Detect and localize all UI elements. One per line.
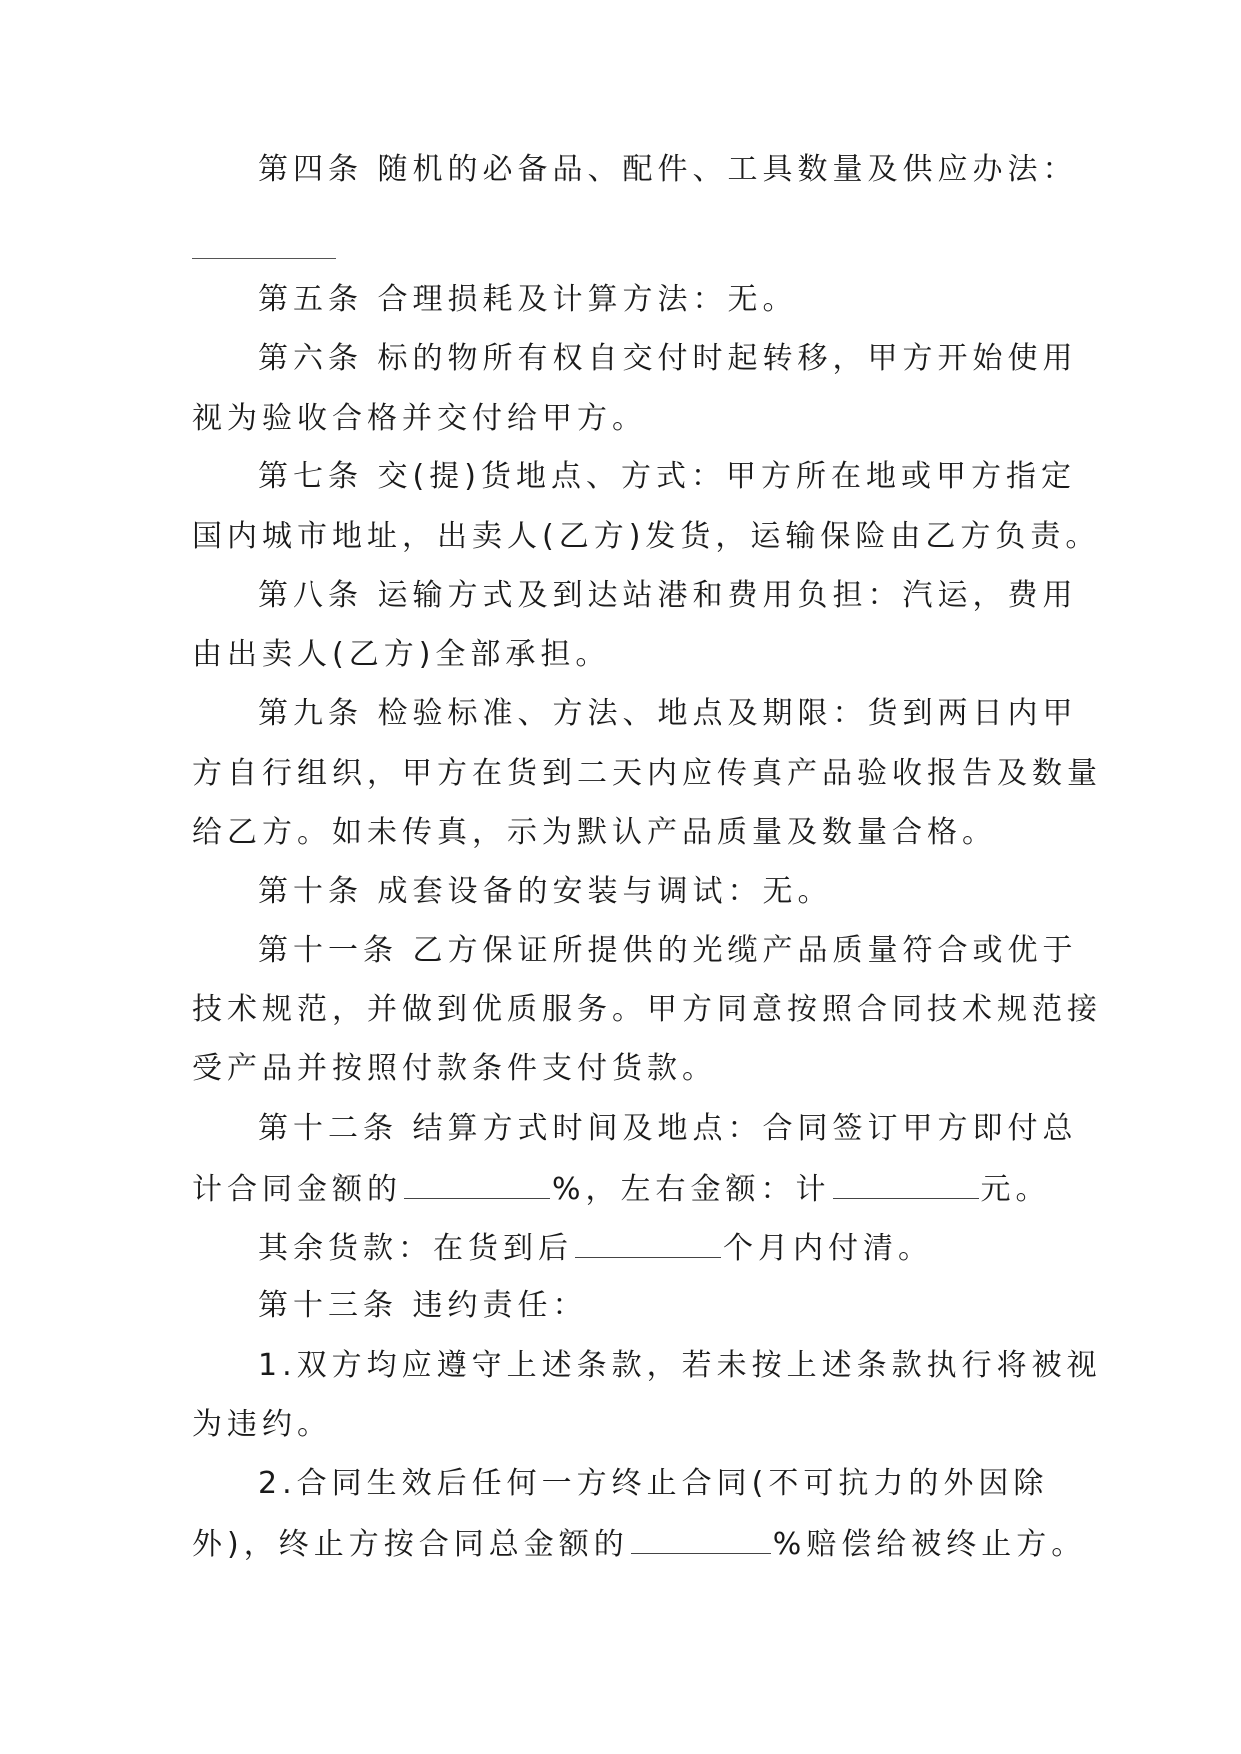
months-blank xyxy=(575,1227,721,1258)
article-12-text-a: 计合同金额的 xyxy=(192,1172,402,1207)
item-1-line-1: 1.双方均应遵守上述条款，若未按上述条款执行将被视 xyxy=(258,1348,1102,1383)
article-11-line-3: 受产品并按照付款条件支付货款。 xyxy=(192,1051,717,1086)
percent-blank xyxy=(404,1168,550,1199)
item-1-line-2: 为违约。 xyxy=(192,1407,332,1442)
article-8-line-1: 第八条 运输方式及到达站港和费用负担：汽运，费用 xyxy=(258,578,1078,613)
item-2-text-a: 外)，终止方按合同总金额的 xyxy=(192,1527,629,1562)
article-4: 第四条 随机的必备品、配件、工具数量及供应办法： xyxy=(258,152,1078,187)
article-9-line-3: 给乙方。如未传真，示为默认产品质量及数量合格。 xyxy=(192,815,997,850)
amount-blank xyxy=(833,1168,979,1199)
article-12-text-c: 元。 xyxy=(980,1172,1051,1207)
item-2-text-b: %赔偿给被终止方。 xyxy=(772,1527,1087,1562)
article-8-line-2: 由出卖人(乙方)全部承担。 xyxy=(192,637,611,672)
penalty-percent-blank xyxy=(631,1523,771,1554)
article-13: 第十三条 违约责任： xyxy=(258,1288,588,1323)
blank-rule xyxy=(192,258,336,259)
article-12-line-1: 第十二条 结算方式时间及地点：合同签订甲方即付总 xyxy=(258,1111,1078,1146)
article-6-line-1: 第六条 标的物所有权自交付时起转移，甲方开始使用 xyxy=(258,341,1078,376)
article-12-text-d: 其余货款：在货到后 xyxy=(258,1231,573,1266)
article-11-line-2: 技术规范，并做到优质服务。甲方同意按照合同技术规范接 xyxy=(192,992,1102,1027)
article-7-line-1: 第七条 交(提)货地点、方式：甲方所在地或甲方指定 xyxy=(258,459,1076,494)
article-9-line-2: 方自行组织，甲方在货到二天内应传真产品验收报告及数量 xyxy=(192,756,1102,791)
article-12-line-2 xyxy=(192,1168,1152,1208)
article-9-line-1: 第九条 检验标准、方法、地点及期限：货到两日内甲 xyxy=(258,696,1078,731)
article-6-line-2: 视为验收合格并交付给甲方。 xyxy=(192,401,647,436)
item-2-line-1: 2.合同生效后任何一方终止合同(不可抗力的外因除 xyxy=(258,1466,1049,1501)
article-5: 第五条 合理损耗及计算方法：无。 xyxy=(258,282,798,317)
item-2-line-2 xyxy=(192,1523,1152,1563)
article-12-text-b: %，左右金额：计 xyxy=(552,1172,831,1207)
article-12-text-e: 个月内付清。 xyxy=(723,1231,933,1266)
article-11-line-1: 第十一条 乙方保证所提供的光缆产品质量符合或优于 xyxy=(258,933,1078,968)
article-7-line-2: 国内城市地址，出卖人(乙方)发货，运输保险由乙方负责。 xyxy=(192,519,1101,554)
article-12-line-3 xyxy=(258,1227,1218,1267)
article-10: 第十条 成套设备的安装与调试：无。 xyxy=(258,874,833,909)
